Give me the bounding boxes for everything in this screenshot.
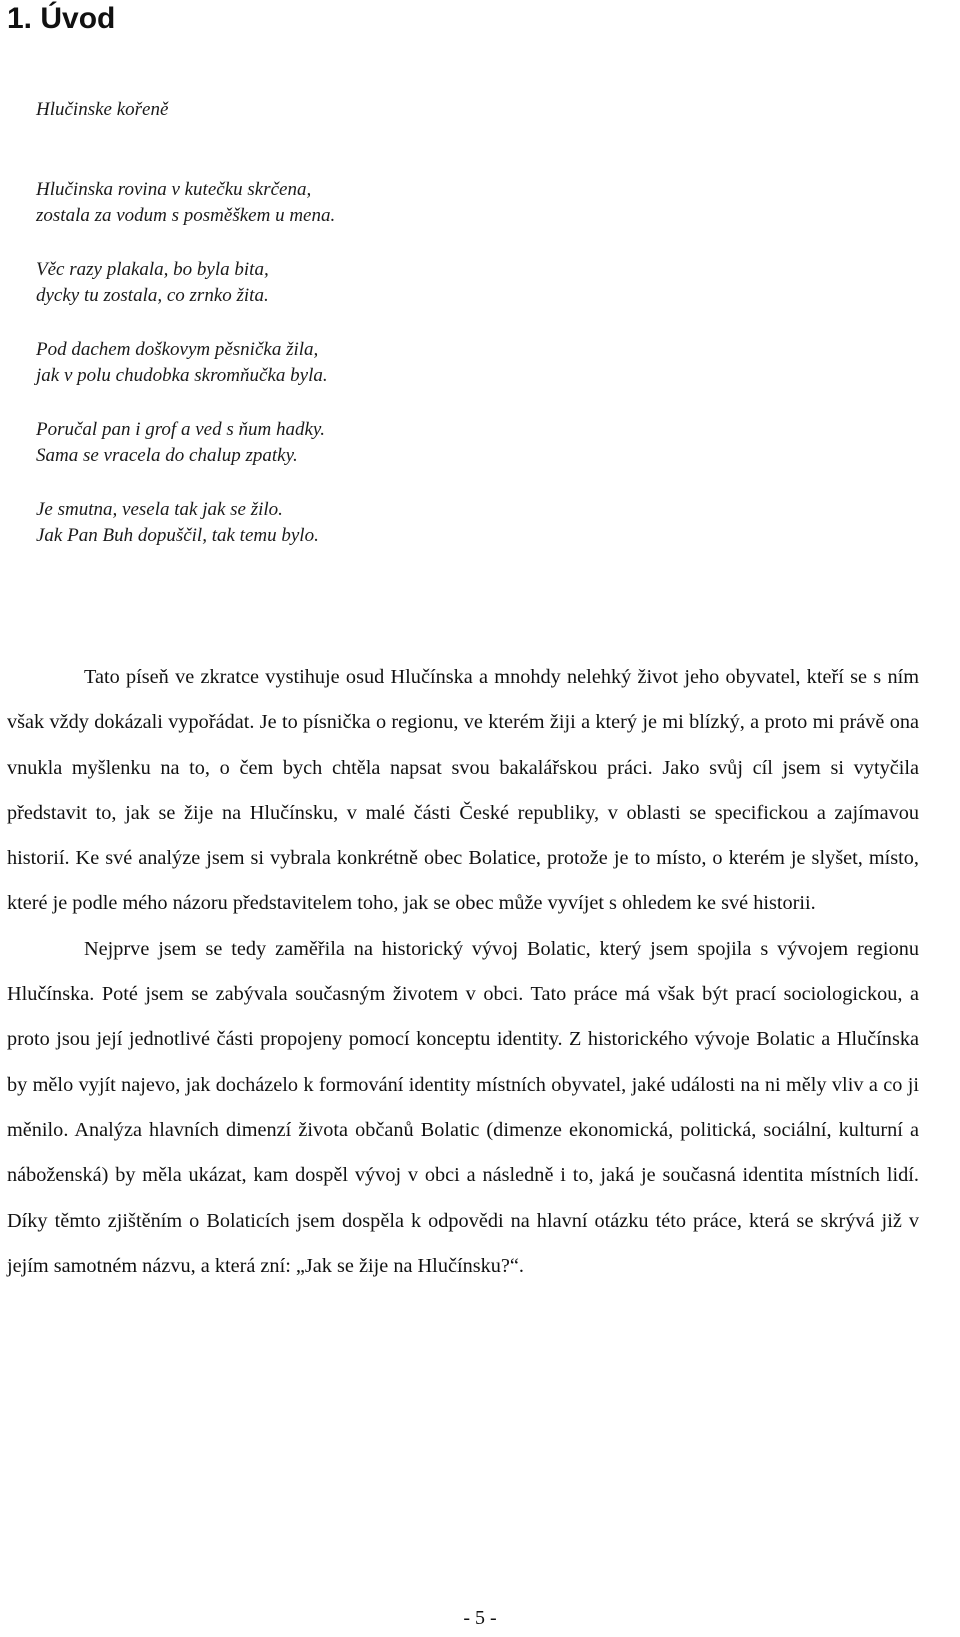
poem-line: Sama se vracela do chalup zpatky. xyxy=(36,445,298,466)
poem-line: Věc razy plakala, bo byla bita, xyxy=(36,259,269,280)
body-paragraph: Tato píseň ve zkratce vystihuje osud Hlučínska a mnohdy nelehký život jeho obyvatel, kteří se s ním však vždy dokázali vypořádat. Je to písnička o regionu, ve kterém žiji a který je mi blízký, a proto mi právě ona vnukla myšlenku na to, o čem bych chtěla napsat svou bakalářskou práci. Jako svůj cíl jsem si vytyčila představit to, jak se žije na Hlučínsku, v malé části České republiky, v oblasti se specifickou a zajímavou historií. Ke své analýze jsem si vybrala konkrétně obec Bolatice, protože je to místo, o kterém je slyšet, místo, které je podle mého názoru představitelem toho, jak se obec může vyvíjet s ohledem ke své historii. xyxy=(7,666,919,915)
poem-line: Jak Pan Buh dopuščil, tak temu bylo. xyxy=(36,525,319,546)
poem-stanza xyxy=(36,257,916,309)
poem xyxy=(36,98,916,577)
poem-stanza xyxy=(36,337,916,389)
poem-line: jak v polu chudobka skromňučka byla. xyxy=(36,365,328,386)
poem-line: Pod dachem doškovym pěsnička žila, xyxy=(36,339,319,360)
poem-stanza xyxy=(36,417,916,469)
poem-line: Hlučinska rovina v kutečku skrčena, xyxy=(36,179,312,200)
poem-stanza xyxy=(36,177,916,229)
poem-line: Poručal pan i grof a ved s ňum hadky. xyxy=(36,419,326,440)
poem-stanza xyxy=(36,497,916,549)
poem-line: dycky tu zostala, co zrnko žita. xyxy=(36,285,269,306)
page-number: - 5 - xyxy=(463,1607,497,1629)
poem-title: Hlučinske kořeně xyxy=(36,99,169,120)
poem-line: zostala za vodum s posměškem u mena. xyxy=(36,205,336,226)
poem-line: Je smutna, vesela tak jak se žilo. xyxy=(36,499,283,520)
chapter-heading: 1. Úvod xyxy=(7,2,116,35)
body-paragraph: Nejprve jsem se tedy zaměřila na historický vývoj Bolatic, který jsem spojila s vývojem regionu Hlučínska. Poté jsem se zabývala současným životem v obci. Tato práce má však být prací sociologickou, a proto jsou její jednotlivé části propojeny pomocí konceptu identity. Z historického vývoje Bolatic a Hlučínska by mělo vyjít najevo, jak docházelo k formování identity místních obyvatel, jaké události na ni měly vliv a co ji měnilo. Analýza hlavních dimenzí života občanů Bolatic (dimenze ekonomická, politická, sociální, kulturní a náboženská) by měla ukázat, kam dospěl vývoj v obci a následně i to, jaká je současná identita místních lidí. Díky těmto zjištěním o Bolaticích jsem dospěla k odpovědi na hlavní otázku této práce, která se skrývá již v jejím samotném názvu, a která zní: „Jak se žije na Hlučínsku?“. xyxy=(7,937,919,1277)
body-text xyxy=(7,655,919,1289)
